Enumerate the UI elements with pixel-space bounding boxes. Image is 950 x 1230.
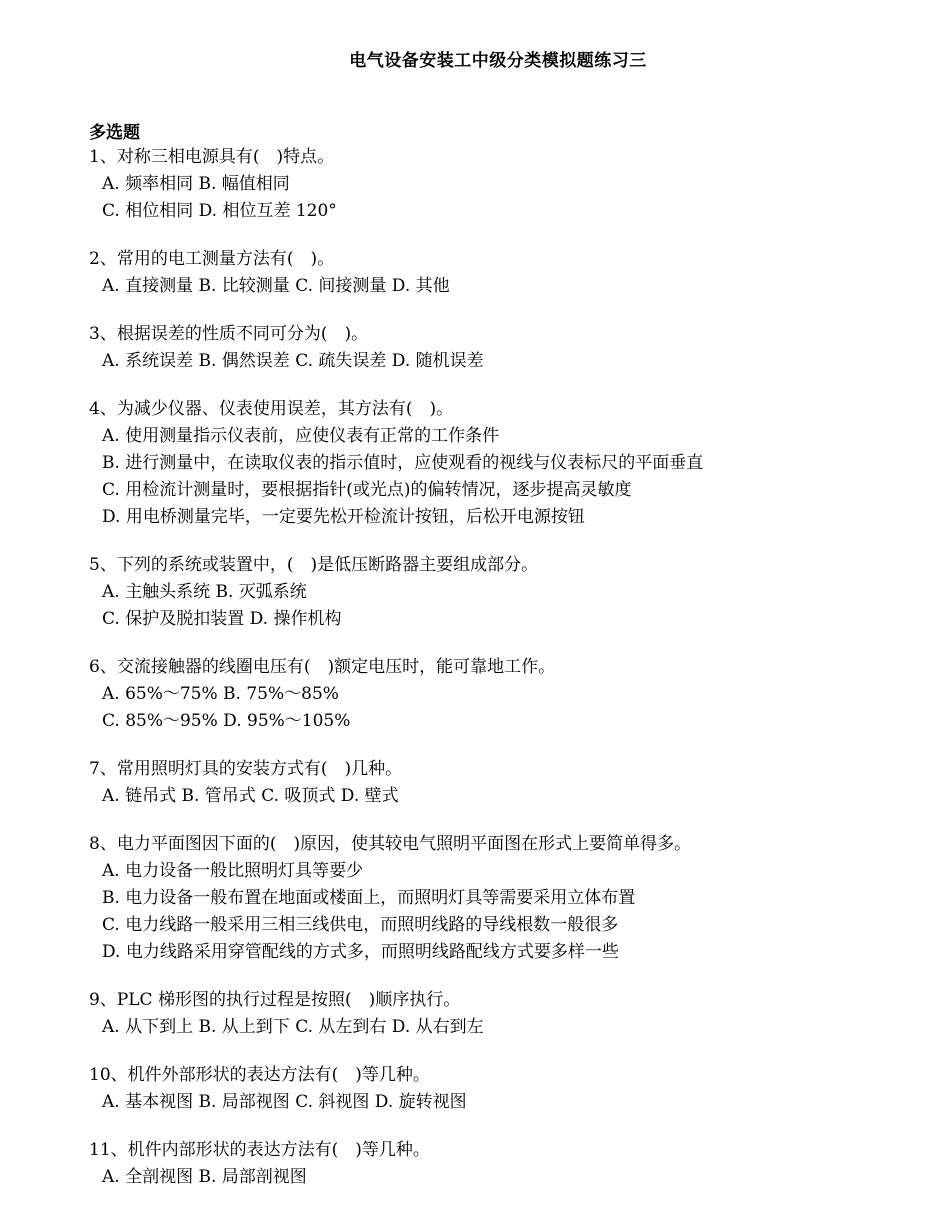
option-line: B. 电力设备一般布置在地面或楼面上，而照明灯具等需要采用立体布置 — [102, 888, 636, 908]
option-line: A. 电力设备一般比照明灯具等要少 — [102, 861, 364, 881]
option-line: A. 使用测量指示仪表前，应使仪表有正常的工作条件 — [102, 426, 500, 446]
option-line: A. 直接测量 B. 比较测量 C. 间接测量 D. 其他 — [102, 276, 450, 296]
question-list — [89, 144, 929, 1212]
question-item — [89, 144, 929, 225]
option-line: A. 主触头系统 B. 灭弧系统 — [102, 582, 307, 602]
option-line: C. 保护及脱扣装置 D. 操作机构 — [102, 609, 342, 629]
option-line: A. 链吊式 B. 管吊式 C. 吸顶式 D. 壁式 — [102, 786, 399, 806]
option-line: A. 基本视图 B. 局部视图 C. 斜视图 D. 旋转视图 — [102, 1092, 467, 1112]
document-title: 电气设备安装工中级分类模拟题练习三 — [349, 51, 647, 71]
option-line: B. 进行测量中，在读取仪表的指示值时，应使观看的视线与仪表标尺的平面垂直 — [102, 453, 704, 473]
question-item — [89, 831, 929, 966]
question-text: 2、常用的电工测量方法有( )。 — [89, 249, 335, 269]
option-line: C. 85%～95% D. 95%～105% — [102, 711, 351, 731]
question-text: 5、下列的系统或装置中，( )是低压断路器主要组成部分。 — [89, 555, 539, 575]
question-text: 4、为减少仪器、仪表使用误差，其方法有( )。 — [89, 399, 454, 419]
question-item — [89, 654, 929, 735]
question-text: 1、对称三相电源具有( )特点。 — [89, 147, 335, 167]
option-line: C. 用检流计测量时，要根据指针(或光点)的偏转情况，逐步提高灵敏度 — [102, 480, 632, 500]
question-text: 10、机件外部形状的表达方法有( )等几种。 — [89, 1065, 430, 1085]
question-item — [89, 321, 929, 375]
question-item — [89, 552, 929, 633]
option-line: D. 电力线路采用穿管配线的方式多，而照明线路配线方式要多样一些 — [102, 942, 619, 962]
question-text: 11、机件内部形状的表达方法有( )等几种。 — [89, 1140, 430, 1160]
question-text: 6、交流接触器的线圈电压有( )额定电压时，能可靠地工作。 — [89, 657, 556, 677]
question-text: 3、根据误差的性质不同可分为( )。 — [89, 324, 369, 344]
section-heading: 多选题 — [89, 123, 140, 143]
question-item — [89, 756, 929, 810]
option-line: C. 电力线路一般采用三相三线供电，而照明线路的导线根数一般很多 — [102, 915, 619, 935]
option-line: A. 系统误差 B. 偶然误差 C. 疏失误差 D. 随机误差 — [102, 351, 484, 371]
question-text: 7、常用照明灯具的安装方式有( )几种。 — [89, 759, 403, 779]
option-line: A. 从下到上 B. 从上到下 C. 从左到右 D. 从右到左 — [102, 1017, 484, 1037]
question-item — [89, 1062, 929, 1116]
option-line: A. 频率相同 B. 幅值相同 — [102, 174, 290, 194]
question-text: 9、PLC 梯形图的执行过程是按照( )顺序执行。 — [89, 990, 461, 1010]
option-line: A. 65%～75% B. 75%～85% — [102, 684, 339, 704]
question-item — [89, 1137, 929, 1191]
question-item — [89, 396, 929, 531]
option-line: C. 相位相同 D. 相位互差 120° — [102, 201, 337, 221]
option-line: A. 全剖视图 B. 局部剖视图 — [102, 1167, 307, 1187]
question-text: 8、电力平面图因下面的( )原因，使其较电气照明平面图在形式上要简单得多。 — [89, 834, 692, 854]
question-item — [89, 987, 929, 1041]
question-item — [89, 246, 929, 300]
option-line: D. 用电桥测量完毕，一定要先松开检流计按钮，后松开电源按钮 — [102, 507, 585, 527]
